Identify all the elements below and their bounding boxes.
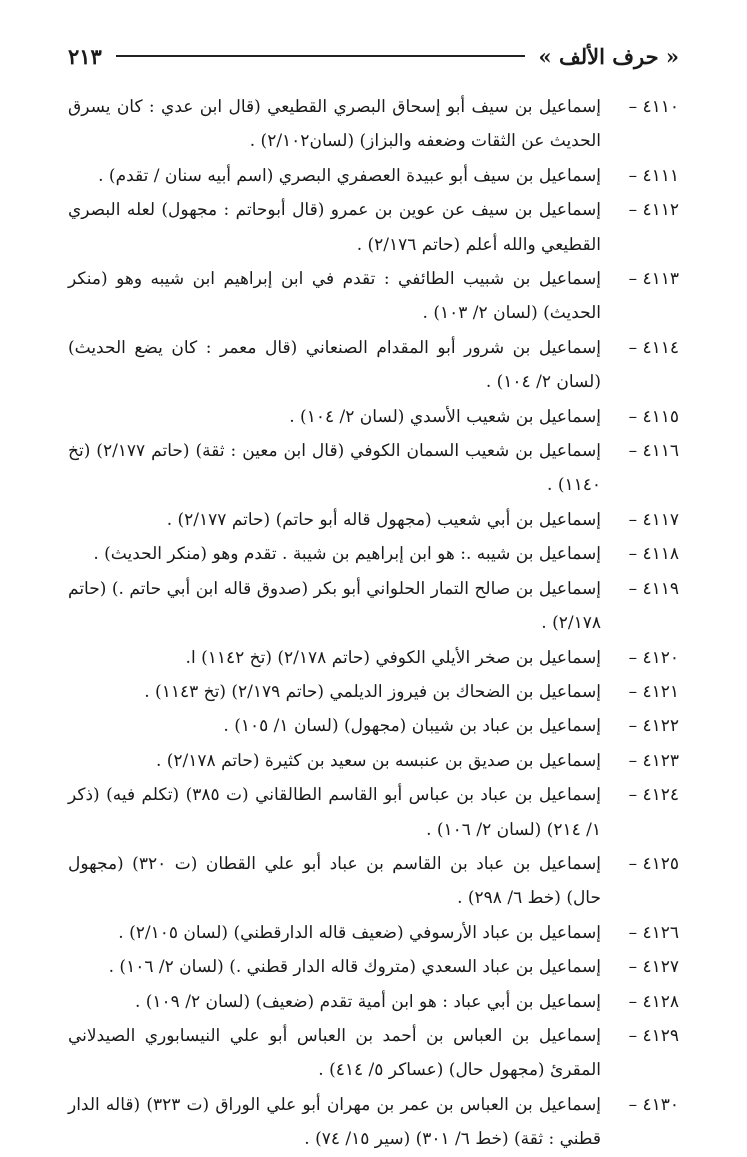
entry-number: ٤١١٩ – [628, 578, 679, 599]
entry-number: ٤١١٦ – [628, 441, 679, 462]
entry-item [68, 985, 679, 1019]
header-rule [116, 55, 525, 57]
entry-text: إسماعيل بن العباس بن عمر بن مهران أبو علي الوراق (ت ٣٢٣) (قاله الدار قطني : ثقة) (خط ٦/ ٣٠١) (سير ١٥/ ٧٤) . [68, 1094, 602, 1150]
entry-number: ٤١١٤ – [628, 337, 679, 358]
entry-item [68, 847, 679, 916]
entry-text: إسماعيل بن شعيب الأسدي (لسان ٢/ ١٠٤) . [289, 406, 601, 427]
entry-number: ٤١١٧ – [628, 509, 679, 530]
entry-text: إسماعيل بن عباد بن القاسم بن عباد أبو علي القطان (ت ٣٢٠) (مجهول حال) (خط ٦/ ٢٩٨) . [68, 853, 602, 909]
entry-text: إسماعيل بن عباد السعدي (متروك قاله الدار قطني .) (لسان ٢/ ١٠٦) . [108, 957, 601, 978]
entry-item [68, 400, 679, 434]
entry-item [68, 262, 679, 331]
entry-text: إسماعيل بن شبيب الطائفي : تقدم في ابن إبراهيم ابن شيبه وهو (منكر الحديث) (لسان ٢/ ١٠٣) . [68, 269, 601, 324]
entry-item [68, 744, 679, 778]
entry-item [68, 641, 679, 675]
entry-text: إسماعيل بن صخر الأيلي الكوفي (حاتم ٢/١٧٨) (تخ ١١٤٢) ا. [185, 647, 601, 668]
entry-number: ٤١٢٨ – [628, 991, 679, 1012]
entry-number: ٤١١٠ – [628, 97, 679, 117]
entry-number: ٤١١٢ – [628, 200, 679, 221]
entry-text: إسماعيل بن صالح التمار الحلواني أبو بكر (صدوق قاله ابن أبي حاتم .) (حاتم ٢/١٧٨) . [68, 578, 601, 634]
entry-text: إسماعيل بن سيف أبو عبيدة العصفري البصري (اسم أبيه سنان / تقدم) . [98, 165, 601, 186]
entry-text: إسماعيل بن عباد بن عباس أبو القاسم الطالقاني (ت ٣٨٥) (تكلم فيه) (ذكر ١/ ٢١٤) (لسان ٢/ ١٠٦) . [68, 785, 601, 840]
entry-number: ٤١٢٤ – [628, 785, 679, 806]
entry-number: ٤١٢٧ – [628, 957, 679, 978]
entry-text: إسماعيل بن أبي عباد : هو ابن أمية تقدم (ضعيف) (لسان ٢/ ١٠٩) . [134, 991, 601, 1012]
entry-number: ٤١٢٥ – [628, 853, 679, 874]
entry-item [68, 193, 679, 262]
entry-text: إسماعيل بن عباد بن شيبان (مجهول) (لسان ١/ ١٠٥) . [223, 716, 601, 737]
entry-item [68, 434, 679, 503]
entry-item [68, 537, 679, 571]
entry-number: ٤١٢٠ – [628, 647, 679, 668]
entry-text: إسماعيل بن سيف أبو إسحاق البصري القطيعي (قال ابن عدي : كان يسرق الحديث عن الثقات وضعفه والبزاز) (لسان٢/١٠٢) . [68, 97, 601, 152]
entry-item [68, 159, 679, 193]
entry-text: إسماعيل بن شيبه .: هو ابن إبراهيم بن شيبة . تقدم وهو (منكر الحديث) . [93, 544, 601, 565]
entry-text: إسماعيل بن صديق بن عنبسه بن سعيد بن كثيرة (حاتم ٢/١٧٨) . [155, 750, 601, 771]
entry-number: ٤١٢٢ – [628, 716, 679, 737]
entry-number: ٤١١٣ – [628, 269, 679, 290]
entry-item [68, 1088, 679, 1157]
entry-item [68, 778, 679, 847]
entry-number: ٤١١٥ – [628, 406, 679, 427]
entry-text: إسماعيل بن العباس بن أحمد بن العباس أبو علي النيسابوري الصيدلاني المقرئ (مجهول حال) (عساكر ٥/ ٤١٤) . [68, 1025, 601, 1081]
entry-text: إسماعيل بن عباد الأرسوفي (ضعيف قاله الدارقطني) (لسان ٢/١٠٥) . [118, 922, 601, 943]
entry-number: ٤١٢٦ – [628, 922, 679, 943]
entry-item [68, 90, 679, 159]
entry-number: ٤١٢٣ – [628, 750, 679, 771]
page-header [68, 36, 679, 76]
entry-item [68, 950, 679, 984]
entry-item [68, 709, 679, 743]
entry-text: إسماعيل بن شرور أبو المقدام الصنعاني (قال معمر : كان يضع الحديث) (لسان ٢/ ١٠٤) . [68, 337, 601, 393]
running-title: « حرف الألف » [538, 43, 679, 69]
entry-item [68, 1019, 679, 1088]
entry-text: إسماعيل بن شعيب السمان الكوفي (قال ابن معين : ثقة) (حاتم ٢/١٧٧) (تخ ١١٤٠) . [68, 441, 602, 496]
entry-item [68, 572, 679, 641]
entry-text: إسماعيل بن سيف عن عوين بن عمرو (قال أبوحاتم : مجهول) لعله البصري القطيعي والله أعلم (حاتم ٢/١٧٦) . [68, 200, 601, 255]
entry-number: ٤١٢١ – [628, 681, 679, 702]
entry-number: ٤١٢٩ – [628, 1025, 679, 1046]
entry-number: ٤١١١ – [628, 165, 679, 186]
entry-item [68, 331, 679, 400]
entry-number: ٤١٣٠ – [628, 1094, 679, 1115]
entry-item [68, 503, 679, 537]
entry-text: إسماعيل بن الضحاك بن فيروز الديلمي (حاتم ٢/١٧٩) (تخ ١١٤٣) . [144, 681, 601, 702]
entry-item [68, 916, 679, 950]
entry-item [68, 675, 679, 709]
page-number: ٢١٣ [68, 43, 102, 69]
entry-text: إسماعيل بن أبي شعيب (مجهول قاله أبو حاتم) (حاتم ٢/١٧٧) . [166, 509, 601, 530]
entry-list [68, 90, 679, 1157]
entry-number: ٤١١٨ – [628, 544, 679, 565]
